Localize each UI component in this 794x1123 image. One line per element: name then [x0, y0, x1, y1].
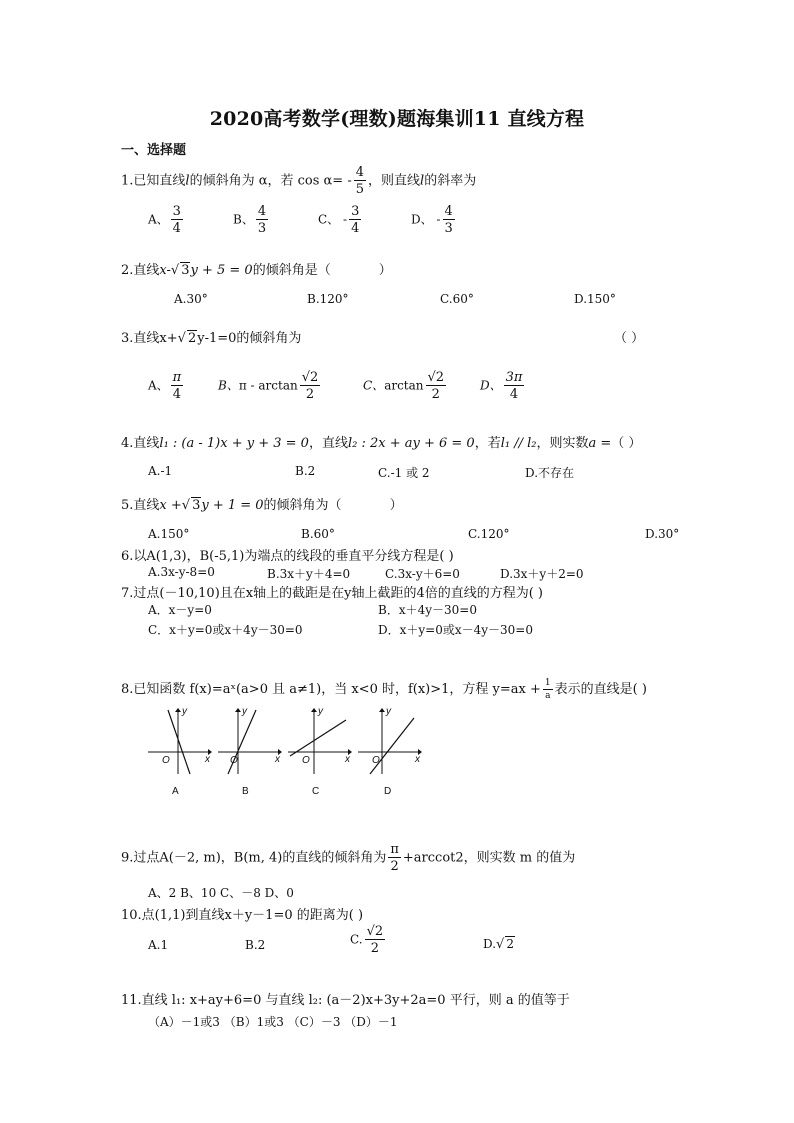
q2-option-d: D.150° — [574, 292, 616, 306]
q6-option-b: B.3x＋y＋4=0 — [267, 567, 351, 581]
q10-option-c: C. $\frac{√2}{2}$ — [350, 924, 384, 956]
q5-option-a: A.150° — [148, 527, 190, 541]
q5-option-c: C.120° — [468, 527, 510, 541]
q8-graph-d-y-label: y — [386, 706, 391, 717]
q8-graph-c-label: C — [312, 786, 320, 797]
q7-option-a: A．x－y=0 — [148, 603, 212, 617]
q3-option-b: B、π - arctan $\frac{√2}{2}$ — [218, 370, 319, 402]
q5-option-b: B.60° — [301, 527, 335, 541]
q7-option-d: D．x＋y=0或x－4y－30=0 — [378, 623, 533, 637]
q4-option-c: C.-1 或 2 — [378, 466, 430, 480]
q4-option-d: D.不存在 — [525, 466, 575, 480]
q3-answer-paren: （ ） — [614, 331, 645, 346]
q1-option-c: C、 - $\frac{3}{4}$ — [318, 204, 360, 236]
q6-option-a: A.3x-y-8=0 — [148, 565, 215, 579]
q7-option-b: B．x＋4y－30=0 — [378, 603, 477, 617]
q10-option-a: A.1 — [148, 938, 169, 952]
q6-option-c: C.3x-y＋6=0 — [385, 567, 460, 581]
q10-option-b: B.2 — [245, 938, 266, 952]
q3-option-d: D、 $\frac{3\pi}{4}$ — [480, 370, 523, 402]
q3-option-c: C、arctan $\frac{√2}{2}$ — [363, 370, 445, 402]
q11-options: （A）－1或3 （B）1或3 （C）－3 （D）－1 — [148, 1015, 398, 1029]
q9-options: A、2 B、10 C、－8 D、0 — [148, 886, 294, 900]
q2-option-b: B.120° — [307, 292, 349, 306]
question-1: 1.已知直线l的倾斜角为 α，若 cos α= - $\frac{4}{5}$ ，则直线l的斜率为 — [121, 165, 477, 197]
section-heading: 一、选择题 — [121, 143, 187, 158]
q1-post2: 的斜率为 — [424, 173, 477, 189]
question-3: 3.直线x+√ 2y-1=0的倾斜角为 — [121, 331, 302, 346]
q8-graph-b-origin: O — [230, 755, 238, 766]
q8-graph-a — [146, 706, 212, 776]
q1-option-b: B、 $\frac{4}{3}$ — [233, 204, 267, 236]
q1-option-a: A、 $\frac{3}{4}$ — [148, 204, 181, 236]
q8-graph-b — [216, 706, 282, 776]
question-4: 4.直线l₁ : (a - 1)x + y + 3 = 0，直线l₂ : 2x + ay + 6 = 0，若l₁ // l₂，则实数a =（ ） — [121, 436, 642, 451]
q8-graph-a-origin: O — [162, 755, 170, 766]
q8-graph-a-y-label: y — [182, 706, 187, 717]
q7-option-c: C．x＋y=0或x＋4y－30=0 — [148, 623, 303, 637]
q8-graph-b-y-label: y — [242, 706, 247, 717]
q10-option-d: D.√ 2 — [483, 937, 514, 952]
question-8: 8.已知函数 f(x)=aˣ(a>0 且 a≠1)，当 x<0 时，f(x)>1，方程 y=ax + $\frac{1}{a}$ 表示的直线是( ) — [121, 677, 647, 701]
q6-option-d: D.3x＋y＋2=0 — [500, 567, 584, 581]
q4-option-a: A.-1 — [148, 464, 173, 478]
q5-option-d: D.30° — [645, 527, 680, 541]
q8-graph-c-y-label: y — [318, 706, 323, 717]
q2-option-a: A.30° — [174, 292, 208, 306]
question-10: 10.点(1,1)到直线x＋y－1=0 的距离为( ) — [121, 908, 364, 923]
page-title: 2020高考数学(理数)题海集训11 直线方程 — [209, 108, 585, 130]
q1-line-var: l — [185, 173, 190, 189]
q8-graph-a-x-label: x — [205, 754, 210, 765]
question-9: 9.过点A(－2, m)，B(m, 4)的直线的倾斜角为 $\frac{\pi}{2}$ +arccot2，则实数 m 的值为 — [121, 842, 576, 874]
question-2: 2.直线x-√ 3y + 5 = 0的倾斜角是（ ） — [121, 263, 392, 278]
q3-option-a: A、 $\frac{\pi}{4}$ — [148, 370, 182, 402]
q8-graph-a-label: A — [172, 786, 179, 797]
q1-option-d: D、 - $\frac{4}{3}$ — [411, 204, 453, 236]
q8-graph-c-origin: O — [302, 755, 310, 766]
q1-pre: 1.已知直线 — [121, 173, 186, 189]
q4-option-b: B.2 — [295, 464, 316, 478]
question-11: 11.直线 l₁: x+ay+6=0 与直线 l₂: (a－2)x+3y+2a=0 平行，则 a 的值等于 — [121, 993, 570, 1008]
q1-fraction: $\frac{4}{5}$ — [355, 165, 365, 197]
question-7: 7.过点(－10,10)且在x轴上的截距是在y轴上截距的4倍的直线的方程为( ) — [121, 586, 543, 601]
q8-graph-d-label: D — [384, 786, 392, 797]
q8-graph-c-x-label: x — [345, 754, 350, 765]
question-6: 6.以A(1,3)，B(-5,1)为端点的线段的垂直平分线方程是( ) — [121, 549, 454, 564]
q1-mid: 的倾斜角为 α，若 cos α= - — [189, 173, 352, 189]
q8-graph-b-x-label: x — [275, 754, 280, 765]
question-5: 5.直线x +√ 3y + 1 = 0的倾斜角为（ ） — [121, 498, 403, 513]
q8-graph-b-label: B — [242, 786, 249, 797]
q8-graph-d-x-label: x — [415, 754, 420, 765]
q8-graph-d-origin: O — [372, 755, 380, 766]
q2-option-c: C.60° — [440, 292, 474, 306]
q1-post: ，则直线 — [368, 173, 421, 189]
